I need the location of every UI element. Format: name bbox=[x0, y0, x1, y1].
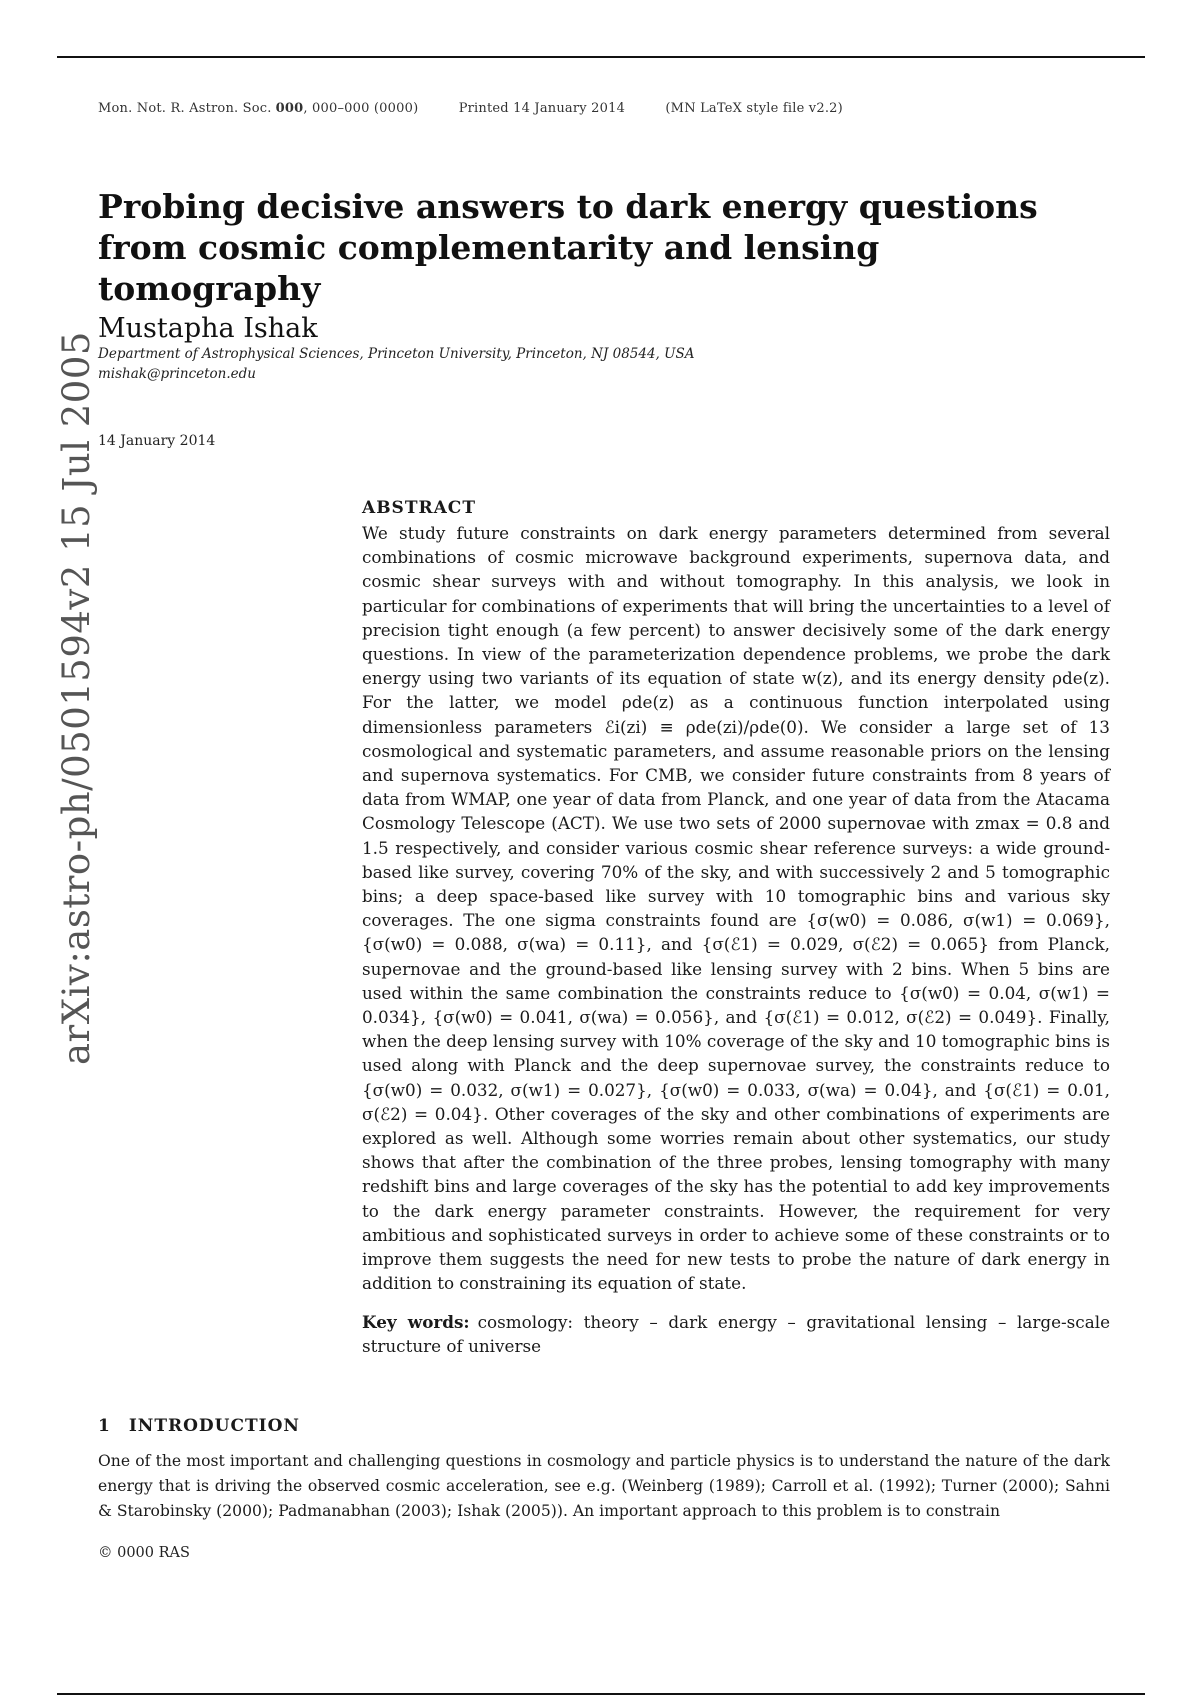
running-header bbox=[98, 101, 879, 116]
paper-title: Probing decisive answers to dark energy questions from cosmic complementarity and lensing tomography bbox=[98, 187, 1038, 308]
author-email: mishak@princeton.edu bbox=[98, 366, 256, 382]
arxiv-stamp: arXiv:astro-ph/0501594v2 15 Jul 2005 bbox=[55, 331, 98, 1065]
section-title: INTRODUCTION bbox=[128, 1416, 300, 1436]
journal-citation: Mon. Not. R. Astron. Soc. 000, 000–000 (0000) bbox=[98, 101, 419, 116]
abstract-heading: ABSTRACT bbox=[362, 498, 476, 518]
abstract-body: We study future constraints on dark energy parameters determined from several combinations of cosmic microwave background experiments, supernova data, and cosmic shear surveys with and without tomography. In this analysis, we look in particular for combinations of experiments that will bring the uncertainties to a level of precision tight enough (a few percent) to answer decisively some of the dark energy questions. In view of the parameterization dependence problems, we probe the dark energy using two variants of its equation of state w(z), and its energy density ρde(z). For the latter, we model ρde(z) as a continuous function interpolated using dimensionless parameters ℰi(zi) ≡ ρde(zi)/ρde(0). We consider a large set of 13 cosmological and systematic parameters, and assume reasonable priors on the lensing and supernova systematics. For CMB, we consider future constraints from 8 years of data from WMAP, one year of data from Planck, and one year of data from the Atacama Cosmology Telescope (ACT). We use two sets of 2000 supernovae with zmax = 0.8 and 1.5 respectively, and consider various cosmic shear reference surveys: a wide ground-based like survey, covering 70% of the sky, and with successively 2 and 5 tomographic bins; a deep space-based like survey with 10 tomographic bins and various sky coverages. The one sigma constraints found are {σ(w0) = 0.086, σ(w1) = 0.069}, {σ(w0) = 0.088, σ(wa) = 0.11}, and {σ(ℰ1) = 0.029, σ(ℰ2) = 0.065} from Planck, supernovae and the ground-based like lensing survey with 2 bins. When 5 bins are used within the same combination the constraints reduce to {σ(w0) = 0.04, σ(w1) = 0.034}, {σ(w0) = 0.041, σ(wa) = 0.056}, and {σ(ℰ1) = 0.012, σ(ℰ2) = 0.049}. Finally, when the deep lensing survey with 10% coverage of the sky and 10 tomographic bins is used along with Planck and the deep supernovae survey, the constraints reduce to {σ(w0) = 0.032, σ(w1) = 0.027}, {σ(w0) = 0.033, σ(wa) = 0.04}, and {σ(ℰ1) = 0.01, σ(ℰ2) = 0.04}. Other coverages of the sky and other combinations of experiments are explored as well. Although some worries remain about other systematics, our study shows that after the combination of the three probes, lensing tomography with many redshift bins and large coverages of the sky has the potential to add key improvements to the dark energy parameter constraints. However, the requirement for very ambitious and sophisticated surveys in order to achieve some of these constraints or to improve them suggests the need for new tests to probe the nature of dark energy in addition to constraining its equation of state. bbox=[362, 523, 1110, 1294]
paper-date: 14 January 2014 bbox=[98, 433, 216, 449]
bottom-rule bbox=[57, 1693, 1145, 1695]
keywords-label: Key words: bbox=[362, 1311, 470, 1332]
copyright-notice: © 0000 RAS bbox=[98, 1545, 190, 1561]
keywords-text: cosmology: theory – dark energy – gravitational lensing – large-scale structure of universe bbox=[362, 1311, 1110, 1356]
style-file: (MN LaTeX style file v2.2) bbox=[665, 101, 843, 116]
introduction-body: One of the most important and challenging questions in cosmology and particle physics is to understand the nature of the dark energy that is driving the observed cosmic acceleration, see e.g. (Weinberg (1989); Carroll et al. (1992); Turner (2000); Sahni & Starobinsky (2000); Padmanabhan (2003); Ishak (2005)). An important approach to this problem is to constrain bbox=[98, 1452, 1110, 1520]
printed-date: Printed 14 January 2014 bbox=[458, 101, 626, 116]
author-name: Mustapha Ishak bbox=[98, 313, 318, 344]
top-rule bbox=[57, 56, 1145, 58]
keywords bbox=[362, 1310, 1110, 1358]
author-affiliation: Department of Astrophysical Sciences, Princeton University, Princeton, NJ 08544, USA bbox=[98, 346, 695, 362]
section-number: 1 bbox=[98, 1416, 111, 1436]
introduction-heading bbox=[98, 1416, 300, 1436]
abstract-section bbox=[362, 497, 1110, 1358]
